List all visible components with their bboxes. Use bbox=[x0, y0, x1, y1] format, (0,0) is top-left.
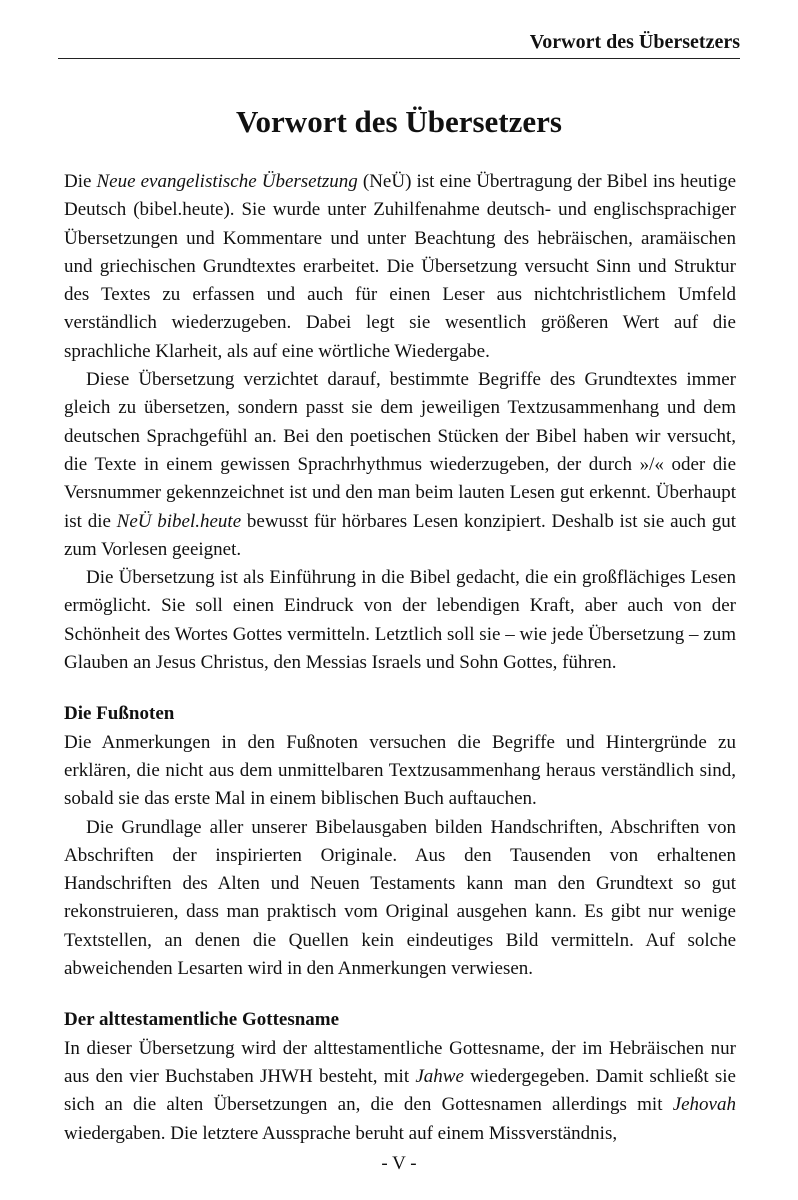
intro-paragraph-3: Die Übersetzung ist als Einführung in die Bibel gedacht, die ein großflächiges Lesen ermöglicht. Sie soll einen Eindruck von der lebendigen Kraft, aber auch von der Schönheit des Wortes Gottes vermitteln. Letztlich soll sie – wie jede Übersetzung – zum Glauben an Jesus Christus, den Messias Israels und Sohn Gottes, führen. bbox=[64, 567, 736, 674]
intro-p2-text-a: Diese Übersetzung verzichtet darauf, bestimmte Begriffe des Grundtextes immer gleich zu übersetzen, sondern passt sie dem jeweiligen Textzusammenhang und dem deutschen Sprachgefühl an. Bei den poetischen Stücken der Bibel haben wir versucht, die Texte in einem gewissen Sprachrhythmus wiederzugeben, der durch »/« oder die Versnummer gekennzeichnet ist und den man beim lauten Lesen gut erkennt. Überhaupt ist die bbox=[64, 369, 736, 532]
godname-paragraph-1 bbox=[64, 1035, 736, 1148]
body-text bbox=[64, 168, 736, 1148]
godname-p1-italic-jehovah: Jehovah bbox=[672, 1094, 736, 1116]
footnotes-paragraph-2: Die Grundlage aller unserer Bibelausgaben bilden Handschriften, Abschriften von Abschriften der inspirierten Originale. Aus den Tausenden von erhaltenen Handschriften des Alten und Neuen Testaments kann man den Grundtext so gut rekonstruieren, dass man praktisch vom Original ausgehen kann. Es gibt nur wenige Textstellen, an denen die Quellen kein eindeutiges Bild vermitteln. Auf solche abweichenden Lesarten wird in den Anmerkungen verwiesen. bbox=[64, 816, 736, 980]
godname-heading: Der alttestamentliche Gottesname bbox=[64, 1009, 340, 1031]
section-spacer bbox=[64, 677, 736, 700]
intro-p2-text-c: bewusst für hörbares Lesen konzipiert. Deshalb ist sie auch gut zum Vorlesen geeignet. bbox=[64, 510, 737, 560]
intro-p1-italic-title: Neue evangelistische Übersetzung bbox=[96, 171, 358, 192]
running-head: Vorwort des Übersetzers bbox=[58, 26, 740, 59]
godname-p1-text-c: wiedergegeben. Damit schließt sie sich an die alten Übersetzungen an, die den Gottesnamen allerdings mit bbox=[64, 1065, 736, 1116]
footnotes-heading: Die Fußnoten bbox=[64, 703, 175, 725]
footnotes-paragraph-1: Die Anmerkungen in den Fußnoten versuchen die Begriffe und Hintergründe zu erklären, die nicht aus dem unmittelbaren Textzusammenhang heraus verständlich sind, sobald sie das erste Mal in einem biblischen Buch auftauchen. bbox=[64, 731, 736, 810]
intro-paragraph-2 bbox=[64, 366, 736, 564]
intro-p2-italic-title: NeÜ bibel.heute bbox=[116, 510, 242, 532]
godname-p1-text-a: In dieser Übersetzung wird der alttestamentliche Gottesname, der im Hebräischen nur aus den vier Buchstaben JHWH besteht, mit bbox=[64, 1037, 736, 1087]
intro-p1-text-c: (NeÜ) ist eine Übertragung der Bibel ins heutige Deutsch (bibel.heute). Sie wurde unter Zuhilfenahme deutsch- und englischsprachiger Übersetzungen und Kommentare und unter Beachtung des hebräischen, aramäischen und griechischen Grundtextes erarbeitet. Die Übersetzung versucht Sinn und Struktur des Textes zu erfassen und auch für einen Leser aus nichtchristlichem Umfeld verständlich wiederzugeben. Dabei legt sie wesentlich größeren Wert auf die sprachliche Klarheit, als auf eine wörtliche Wiedergabe. bbox=[64, 171, 736, 362]
intro-paragraph-1 bbox=[64, 168, 736, 366]
intro-p1-text-a: Die bbox=[64, 171, 97, 192]
page-number: - V - bbox=[381, 1153, 417, 1174]
section-spacer bbox=[64, 983, 736, 1006]
page-title: Vorwort des Übersetzers bbox=[236, 104, 562, 139]
godname-p1-text-e: wiedergaben. Die letztere Aussprache beruht auf einem Missverständnis, bbox=[64, 1122, 618, 1144]
godname-p1-italic-jahwe: Jahwe bbox=[415, 1065, 464, 1087]
